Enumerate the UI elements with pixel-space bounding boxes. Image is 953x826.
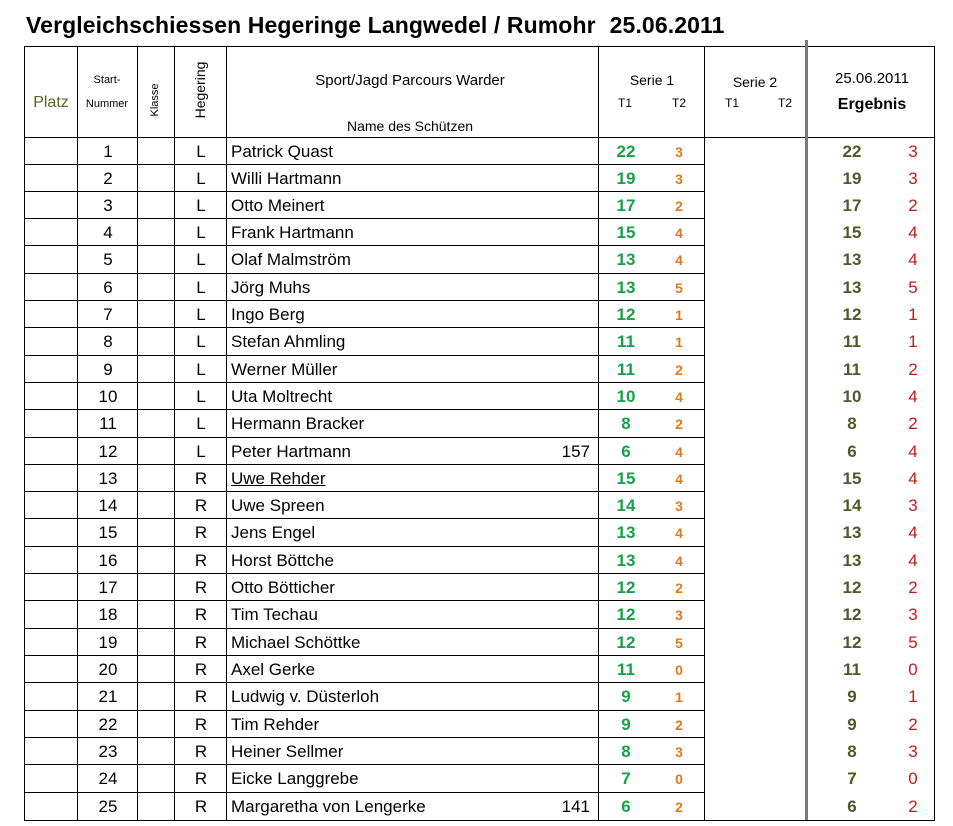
serie1-t1: 11: [617, 660, 635, 679]
shooter-name: Stefan Ahmling: [231, 332, 346, 351]
hegering-cell: R: [194, 578, 208, 597]
serie1-t2: 4: [675, 525, 683, 541]
serie1-t1: 19: [616, 169, 636, 188]
hegering-cell: L: [196, 332, 206, 351]
serie1-t1: 8: [621, 742, 631, 761]
table-row: [0, 464, 953, 491]
result-secondary: 4: [908, 442, 918, 461]
result-score: 8: [847, 742, 857, 761]
table-row: [0, 137, 953, 164]
result-score: 22: [842, 142, 862, 161]
serie1-t1: 6: [621, 442, 631, 461]
hegering-cell: R: [194, 633, 208, 652]
serie1-t1: 13: [616, 551, 636, 570]
hegering-cell: L: [196, 278, 206, 297]
header-serie1-t1: T1: [617, 96, 632, 110]
serie1-t1: 8: [621, 414, 631, 433]
start-number: 17: [98, 578, 118, 597]
team-total: [530, 191, 590, 218]
team-total: [530, 573, 590, 600]
shooter-name: Uwe Rehder: [231, 469, 326, 488]
serie1-t1: 13: [616, 523, 636, 542]
header-platz: Platz: [33, 94, 69, 111]
hegering-cell: L: [196, 250, 206, 269]
shooter-name: Peter Hartmann: [231, 442, 351, 461]
result-score: 15: [842, 223, 862, 242]
team-total: 157: [561, 442, 590, 461]
table-row: [0, 600, 953, 627]
serie1-t2: 4: [675, 553, 683, 569]
header-serie2-t2: T2: [777, 96, 792, 110]
team-total: [530, 710, 590, 737]
result-secondary: 1: [908, 687, 918, 706]
serie1-t2: 0: [675, 771, 683, 787]
serie1-t2: 1: [675, 689, 683, 705]
table-row: [0, 218, 953, 245]
serie1-t2: 2: [675, 717, 683, 733]
hegering-cell: R: [194, 605, 208, 624]
table-row: [0, 191, 953, 218]
start-number: 22: [98, 715, 118, 734]
table-row: [0, 546, 953, 573]
team-total: [530, 218, 590, 245]
serie1-t1: 9: [621, 687, 631, 706]
result-score: 13: [842, 523, 862, 542]
start-number: 19: [98, 633, 118, 652]
result-secondary: 4: [908, 551, 918, 570]
header-result-date: 25.06.2011: [835, 70, 909, 87]
serie1-t2: 4: [675, 471, 683, 487]
table-row: [0, 355, 953, 382]
shooter-name: Patrick Quast: [231, 142, 334, 161]
shooter-name: Otto Meinert: [231, 196, 325, 215]
serie1-t2: 2: [675, 416, 683, 432]
header-ergebnis: Ergebnis: [837, 96, 907, 113]
start-number: 18: [98, 605, 118, 624]
hegering-cell: R: [194, 715, 208, 734]
start-number: 1: [103, 142, 113, 161]
table-row: [0, 792, 953, 819]
result-secondary: 3: [908, 169, 918, 188]
result-secondary: 2: [908, 797, 918, 816]
start-number: 4: [103, 223, 113, 242]
team-total: [530, 300, 590, 327]
result-score: 9: [847, 715, 857, 734]
serie1-t1: 7: [621, 769, 631, 788]
start-number: 6: [103, 278, 113, 297]
serie1-t2: 4: [675, 444, 683, 460]
header-name-label: Name des Schützen: [346, 118, 474, 134]
result-secondary: 2: [908, 414, 918, 433]
team-total: [530, 491, 590, 518]
table-row: [0, 682, 953, 709]
start-number: 5: [103, 250, 113, 269]
team-total: [530, 655, 590, 682]
result-score: 10: [842, 387, 862, 406]
shooter-name: Eicke Langgrebe: [231, 769, 359, 788]
hegering-cell: R: [194, 551, 208, 570]
result-secondary: 0: [908, 769, 918, 788]
shooter-name: Frank Hartmann: [231, 223, 354, 242]
result-secondary: 2: [908, 578, 918, 597]
header-serie2: Serie 2: [732, 74, 778, 90]
table-row: [0, 437, 953, 464]
table-row: [0, 710, 953, 737]
team-total: [530, 355, 590, 382]
serie1-t2: 0: [675, 662, 683, 678]
hegering-cell: R: [194, 687, 208, 706]
table-row: [0, 491, 953, 518]
start-number: 25: [98, 797, 118, 816]
serie1-t1: 12: [616, 633, 636, 652]
shooter-name: Olaf Malmström: [231, 250, 351, 269]
result-secondary: 2: [908, 196, 918, 215]
result-secondary: 5: [908, 633, 918, 652]
serie1-t2: 5: [675, 635, 683, 651]
shooter-name: Heiner Sellmer: [231, 742, 344, 761]
title-date: 25.06.2011: [609, 12, 725, 38]
hegering-cell: R: [194, 469, 208, 488]
start-number: 21: [98, 687, 118, 706]
table-row: [0, 518, 953, 545]
team-total: [530, 245, 590, 272]
start-number: 10: [98, 387, 118, 406]
hegering-cell: L: [196, 360, 206, 379]
start-number: 20: [98, 660, 118, 679]
serie1-t1: 10: [616, 387, 636, 406]
serie1-t2: 4: [675, 252, 683, 268]
result-score: 8: [847, 414, 857, 433]
serie1-t2: 2: [675, 799, 683, 815]
serie1-t1: 17: [616, 196, 636, 215]
shooter-name: Werner Müller: [231, 360, 338, 379]
table-row: [0, 327, 953, 354]
team-total: [530, 464, 590, 491]
start-number: 8: [103, 332, 113, 351]
start-number: 2: [103, 169, 113, 188]
serie1-t1: 13: [616, 250, 636, 269]
result-score: 15: [842, 469, 862, 488]
serie1-t1: 22: [616, 142, 636, 161]
serie1-t2: 2: [675, 362, 683, 378]
shooter-name: Jens Engel: [231, 523, 316, 542]
serie1-t2: 3: [675, 144, 683, 160]
team-total: [530, 682, 590, 709]
serie1-t2: 2: [675, 580, 683, 596]
header-serie1-t2: T2: [671, 96, 686, 110]
serie1-t2: 3: [675, 744, 683, 760]
result-score: 12: [842, 305, 862, 324]
start-number: 13: [98, 469, 118, 488]
shooter-name: Horst Böttche: [231, 551, 334, 570]
serie1-t1: 12: [616, 605, 636, 624]
table-row: [0, 655, 953, 682]
serie1-t1: 11: [617, 332, 635, 351]
result-score: 11: [843, 332, 861, 351]
shooter-name: Margaretha von Lengerke: [231, 797, 426, 816]
serie1-t2: 4: [675, 389, 683, 405]
shooter-name: Tim Techau: [231, 605, 318, 624]
shooter-name: Axel Gerke: [231, 660, 316, 679]
team-total: [530, 737, 590, 764]
hegering-cell: L: [196, 142, 206, 161]
serie1-t2: 5: [675, 280, 683, 296]
start-number: 16: [98, 551, 118, 570]
header-start-line1: Start-: [93, 74, 121, 86]
header-start-line2: Nummer: [85, 98, 129, 110]
result-secondary: 5: [908, 278, 918, 297]
header-serie2-t1: T1: [724, 96, 739, 110]
result-score: 13: [842, 278, 862, 297]
serie1-t1: 14: [616, 496, 636, 515]
serie1-t1: 15: [616, 469, 636, 488]
team-total: [530, 518, 590, 545]
team-total: [530, 546, 590, 573]
result-score: 11: [843, 360, 861, 379]
result-secondary: 2: [908, 360, 918, 379]
table-row: [0, 382, 953, 409]
shooter-name: Hermann Bracker: [231, 414, 365, 433]
result-secondary: 4: [908, 387, 918, 406]
start-number: 3: [103, 196, 113, 215]
result-secondary: 4: [908, 469, 918, 488]
shooter-name: Willi Hartmann: [231, 169, 342, 188]
start-number: 11: [99, 414, 117, 433]
shooter-name: Ingo Berg: [231, 305, 305, 324]
hegering-cell: L: [196, 223, 206, 242]
serie1-t1: 12: [616, 305, 636, 324]
hegering-cell: L: [196, 414, 206, 433]
serie1-t2: 4: [675, 225, 683, 241]
result-score: 13: [842, 551, 862, 570]
hegering-cell: R: [194, 523, 208, 542]
result-score: 11: [843, 660, 861, 679]
team-total: [530, 273, 590, 300]
team-total: [530, 409, 590, 436]
start-number: 24: [98, 769, 118, 788]
shooter-name: Otto Bötticher: [231, 578, 335, 597]
serie1-t1: 6: [621, 797, 631, 816]
result-score: 12: [842, 605, 862, 624]
table-row: [0, 764, 953, 791]
result-score: 17: [842, 196, 862, 215]
result-secondary: 0: [908, 660, 918, 679]
table-row: [0, 628, 953, 655]
result-score: 9: [847, 687, 857, 706]
result-score: 6: [847, 442, 857, 461]
header-serie1: Serie 1: [629, 72, 675, 88]
serie1-t2: 2: [675, 198, 683, 214]
result-secondary: 1: [908, 305, 918, 324]
result-secondary: 3: [908, 496, 918, 515]
serie1-t2: 3: [675, 607, 683, 623]
serie1-t2: 3: [675, 171, 683, 187]
serie1-t2: 3: [675, 498, 683, 514]
start-number: 14: [98, 496, 118, 515]
serie1-t1: 9: [621, 715, 631, 734]
serie1-t2: 1: [675, 334, 683, 350]
serie1-t1: 15: [616, 223, 636, 242]
hegering-cell: L: [196, 196, 206, 215]
team-total: [530, 628, 590, 655]
result-secondary: 4: [908, 223, 918, 242]
team-total: [530, 137, 590, 164]
table-row: [0, 300, 953, 327]
result-secondary: 3: [908, 142, 918, 161]
start-number: 7: [103, 305, 113, 324]
hegering-cell: L: [196, 442, 206, 461]
shooter-name: Tim Rehder: [231, 715, 320, 734]
team-total: [530, 600, 590, 627]
serie1-t1: 13: [616, 278, 636, 297]
hegering-cell: L: [196, 169, 206, 188]
shooter-name: Ludwig v. Düsterloh: [231, 687, 380, 706]
header-klasse: Klasse: [149, 83, 161, 117]
header-parcours: Sport/Jagd Parcours Warder: [315, 72, 505, 89]
result-score: 14: [842, 496, 862, 515]
shooter-name: Uwe Spreen: [231, 496, 325, 515]
team-total: [530, 764, 590, 791]
result-score: 7: [847, 769, 857, 788]
result-score: 12: [842, 578, 862, 597]
result-secondary: 1: [908, 332, 918, 351]
table-row: [0, 164, 953, 191]
result-secondary: 4: [908, 523, 918, 542]
result-score: 19: [842, 169, 862, 188]
table-row: [0, 737, 953, 764]
shooter-name: Jörg Muhs: [231, 278, 311, 297]
result-secondary: 3: [908, 742, 918, 761]
start-number: 12: [98, 442, 118, 461]
hegering-cell: L: [196, 387, 206, 406]
table-row: [0, 573, 953, 600]
title-text: Vergleichschiessen Hegeringe Langwedel / Rumohr: [26, 12, 596, 38]
hegering-cell: R: [194, 742, 208, 761]
result-secondary: 2: [908, 715, 918, 734]
shooter-name: Uta Moltrecht: [231, 387, 333, 406]
hegering-cell: L: [196, 305, 206, 324]
serie1-t1: 11: [617, 360, 635, 379]
result-secondary: 3: [908, 605, 918, 624]
serie1-t2: 1: [675, 307, 683, 323]
result-score: 13: [842, 250, 862, 269]
table-row: [0, 273, 953, 300]
hegering-cell: R: [194, 797, 208, 816]
hegering-cell: R: [194, 660, 208, 679]
table-row: [0, 245, 953, 272]
header-hegering: Hegering: [192, 61, 208, 119]
hegering-cell: R: [194, 769, 208, 788]
start-number: 9: [103, 360, 113, 379]
team-total: 141: [561, 797, 590, 816]
table-row: [0, 409, 953, 436]
start-number: 23: [98, 742, 118, 761]
team-total: [530, 382, 590, 409]
result-score: 6: [847, 797, 857, 816]
team-total: [530, 327, 590, 354]
result-score: 12: [842, 633, 862, 652]
hegering-cell: R: [194, 496, 208, 515]
shooter-name: Michael Schöttke: [231, 633, 361, 652]
start-number: 15: [98, 523, 118, 542]
team-total: [530, 164, 590, 191]
result-secondary: 4: [908, 250, 918, 269]
serie1-t1: 12: [616, 578, 636, 597]
